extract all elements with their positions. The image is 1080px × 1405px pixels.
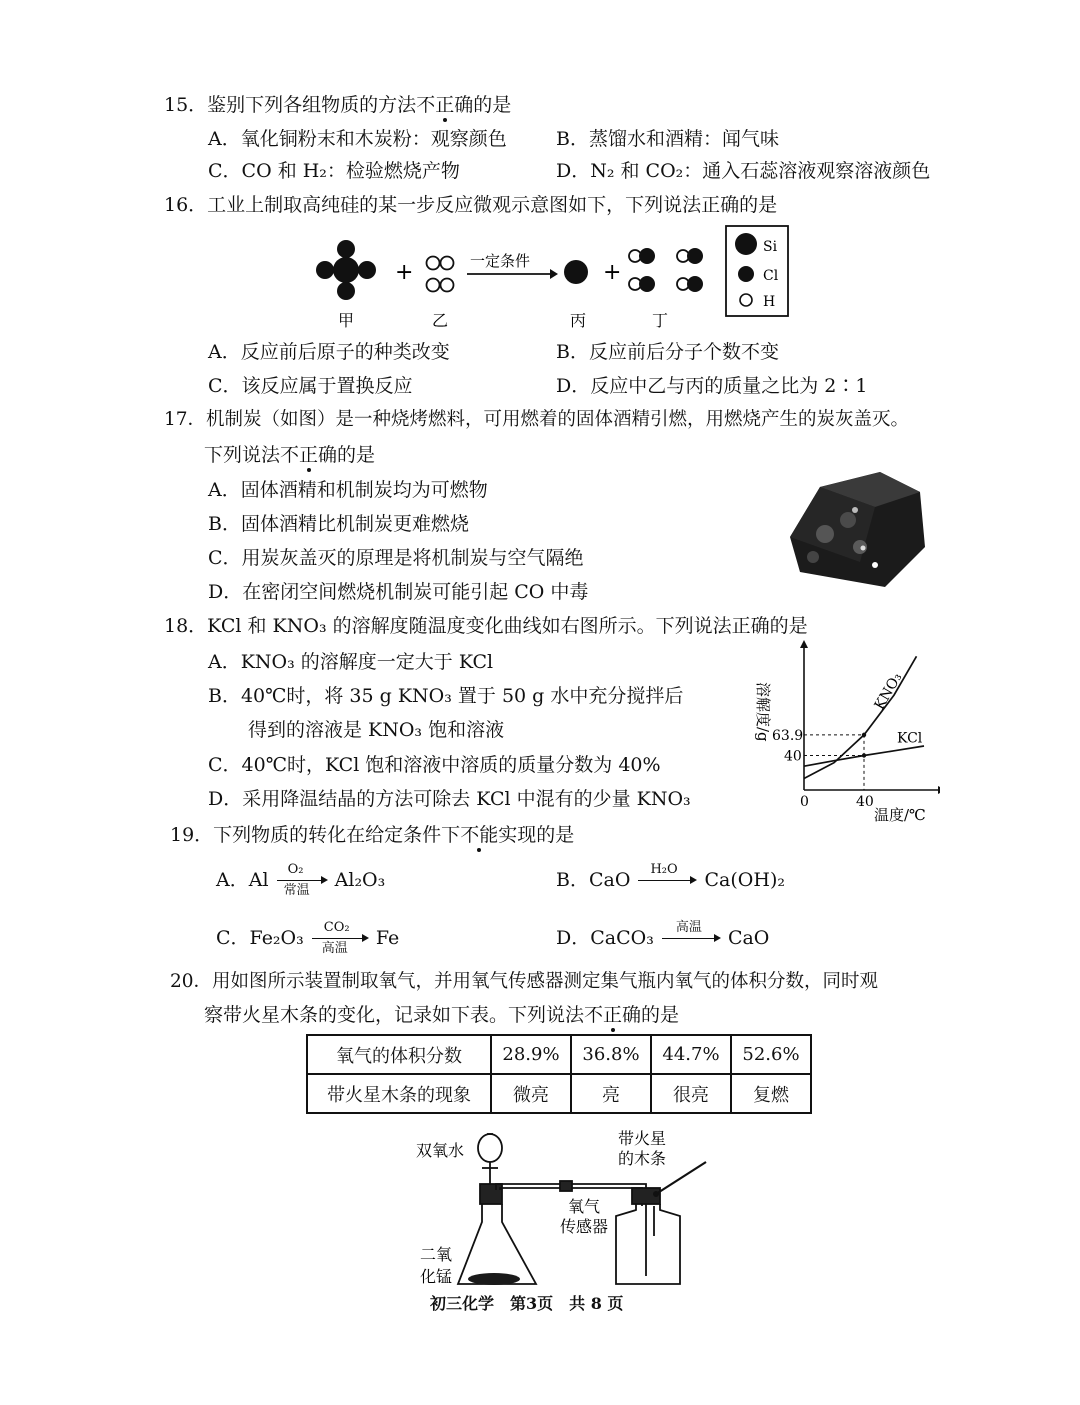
q19-stem: 19．下列物质的转化在给定条件下不能实现的是 <box>170 824 575 846</box>
y-tick-label: 40 <box>784 748 802 765</box>
point-kno3-40 <box>862 733 866 737</box>
atom-legend <box>726 226 788 316</box>
legend-h-icon <box>740 294 752 306</box>
gas-bottle <box>616 1188 680 1284</box>
label-splint-1: 带火星 <box>618 1129 667 1148</box>
q16-option-b: B．反应前后分子个数不变 <box>556 341 779 363</box>
legend-cl-icon <box>738 266 754 282</box>
table-cell: 氧气的体积分数 <box>307 1035 491 1074</box>
q15-option-c: C．CO 和 H₂：检验燃烧产物 <box>208 160 460 182</box>
molecule-bing <box>564 260 588 284</box>
table-cell: 复燃 <box>731 1074 811 1113</box>
q19-option-a: A．Al O₂ 常温 Al₂O₃ <box>216 862 386 898</box>
oxygen-apparatus <box>410 1126 730 1296</box>
table-cell: 44.7% <box>651 1035 731 1074</box>
q17-stem-1: 17．机制炭（如图）是一种烧烤燃料，可用燃着的固体酒精引燃，用燃烧产生的炭灰盖灭。 <box>164 409 910 430</box>
q15-option-d: D．N₂ 和 CO₂：通入石蕊溶液观察溶液颜色 <box>556 160 931 182</box>
table-cell: 微亮 <box>491 1074 571 1113</box>
page-footer: 初三化学 第3页 共 8 页 <box>430 1294 624 1313</box>
y-axis-arrow <box>800 640 808 648</box>
q15-option-b: B．蒸馏水和酒精：闻气味 <box>556 128 779 150</box>
q19-option-d: D．CaCO₃ 高温 CaO <box>556 920 770 949</box>
table-cell: 亮 <box>571 1074 651 1113</box>
label-yi: 乙 <box>432 311 449 330</box>
q17-option-b: B．固体酒精比机制炭更难燃烧 <box>208 513 469 535</box>
q18-option-d: D．采用降温结晶的方法可除去 KCl 中混有的少量 KNO₃ <box>208 788 691 810</box>
label-jia: 甲 <box>338 311 355 330</box>
q18-option-c: C．40℃时，KCl 饱和溶液中溶质的质量分数为 40% <box>208 754 661 776</box>
label-sensor-2: 传感器 <box>560 1217 609 1236</box>
q17-stem-2: 下列说法不正确的是 <box>204 444 376 466</box>
table-cell: 很亮 <box>651 1074 731 1113</box>
q19-option-c: C．Fe₂O₃ CO₂ 高温 Fe <box>216 920 400 956</box>
reaction-micro-diagram <box>300 222 790 332</box>
q20-stem-2: 察带火星木条的变化，记录如下表。下列说法不正确的是 <box>204 1004 680 1026</box>
plus-sign-1: + <box>395 260 414 285</box>
label-ding: 丁 <box>652 311 669 330</box>
conical-flask <box>458 1184 536 1284</box>
x-tick-label: 0 <box>800 794 809 810</box>
point-kcl-40 <box>862 753 866 757</box>
charcoal-photo <box>780 462 930 592</box>
table-row <box>307 1035 811 1074</box>
legend-h: H <box>763 294 776 310</box>
q15-option-a: A．氧化铜粉末和木炭粉：观察颜色 <box>208 128 507 150</box>
label-splint-2: 的木条 <box>618 1149 667 1168</box>
y-tick-label: 63.9 <box>772 727 804 744</box>
table-cell: 36.8% <box>571 1035 651 1074</box>
table-cell: 28.9% <box>491 1035 571 1074</box>
q18-stem: 18．KCl 和 KNO₃ 的溶解度随温度变化曲线如右图所示。下列说法正确的是 <box>164 615 808 637</box>
q16-stem: 16．工业上制取高纯硅的某一步反应微观示意图如下，下列说法正确的是 <box>164 194 778 216</box>
molecule-jia <box>316 240 376 300</box>
table-cell: 52.6% <box>731 1035 811 1074</box>
table-cell: 带火星木条的现象 <box>307 1074 491 1113</box>
q15-stem: 15．鉴别下列各组物质的方法不正确的是 <box>164 94 512 116</box>
q17-option-d: D．在密闭空间燃烧机制炭可能引起 CO 中毒 <box>208 581 589 603</box>
q17-option-a: A．固体酒精和机制炭均为可燃物 <box>208 479 488 501</box>
q18-option-b-1: B．40℃时，将 35 g KNO₃ 置于 50 g 水中充分搅拌后 <box>208 685 684 707</box>
q16-option-d: D．反应中乙与丙的质量之比为 2∶1 <box>556 375 868 397</box>
molecule-ding <box>629 248 703 292</box>
q18-option-a: A．KNO₃ 的溶解度一定大于 KCl <box>208 651 494 673</box>
plus-sign-2: + <box>603 260 622 285</box>
q18-option-b-2: 得到的溶液是 KNO₃ 饱和溶液 <box>248 719 505 741</box>
label-mno2-2: 化锰 <box>420 1267 453 1286</box>
label-bing: 丙 <box>570 311 587 330</box>
legend-si: Si <box>763 239 778 255</box>
table-row <box>307 1074 811 1113</box>
legend-si-icon <box>735 233 757 255</box>
solubility-chart <box>740 640 940 825</box>
x-axis-arrow <box>938 786 940 794</box>
legend-cl: Cl <box>763 268 779 284</box>
q20-stem-1: 20．用如图所示装置制取氧气，并用氧气传感器测定集气瓶内氧气的体积分数，同时观 <box>170 971 879 992</box>
oxygen-table <box>306 1034 812 1114</box>
x-axis-label: 温度/℃ <box>874 806 926 824</box>
reaction-condition: 一定条件 <box>470 252 531 270</box>
series-kno3-label: KNO₃ <box>871 670 906 713</box>
q16-option-c: C．该反应属于置换反应 <box>208 375 413 397</box>
label-mno2-1: 二氧 <box>420 1245 453 1264</box>
q16-option-a: A．反应前后原子的种类改变 <box>208 341 450 363</box>
series-kno3-line <box>804 656 917 778</box>
y-axis-label: 溶解度/g <box>754 682 772 742</box>
label-sensor-1: 氧气 <box>568 1197 601 1216</box>
q19-option-b: B．CaO H₂O Ca(OH)₂ <box>556 862 785 891</box>
x-tick-label: 40 <box>856 794 874 810</box>
label-h2o2: 双氧水 <box>416 1141 465 1160</box>
q17-option-c: C．用炭灰盖灭的原理是将机制炭与空气隔绝 <box>208 547 584 569</box>
series-kcl-label: KCl <box>897 730 923 747</box>
mno2-powder <box>468 1273 520 1285</box>
molecule-yi <box>427 257 454 292</box>
